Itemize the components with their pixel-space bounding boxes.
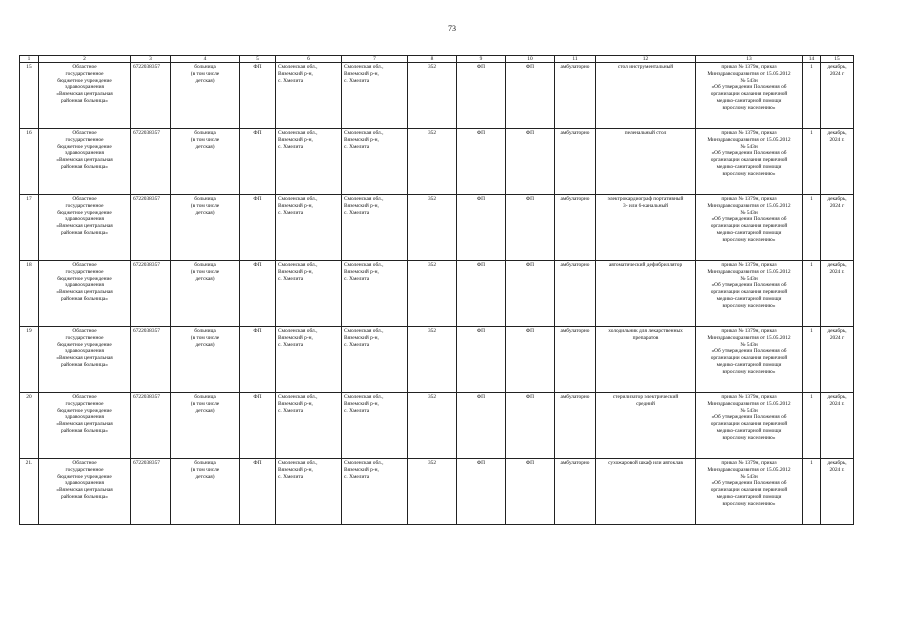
regulation-order: приказ № 1379н, приказ Минздравсоцразвития от 15.05.2012 № 543н «Об утверждении Положения об организации оказания первичной медико-санитарной помощи взрослому населению» (696, 261, 803, 327)
unit-type: ФП (240, 195, 276, 261)
inn-code: 6722038357 (131, 129, 171, 195)
quantity: 1 (803, 459, 821, 525)
address: Смоленская обл., Вяземский р-н, с. Хмелита (276, 63, 342, 129)
row-number: 17 (20, 195, 39, 261)
column-9-value: ФП (457, 459, 506, 525)
unit-type: ФП (240, 459, 276, 525)
location-address: Смоленская обл., Вяземский р-н, с. Хмелита (342, 459, 408, 525)
table-row (20, 393, 854, 459)
care-type: амбулаторно (555, 129, 596, 195)
column-9-value: ФП (457, 327, 506, 393)
column-10-value: ФП (506, 129, 555, 195)
regulation-order: приказ № 1379н, приказ Минздравсоцразвития от 15.05.2012 № 543н «Об утверждении Положения об организации оказания первичной медико-санитарной помощи взрослому населению» (696, 393, 803, 459)
row-number: 19 (20, 327, 39, 393)
care-type: амбулаторно (555, 63, 596, 129)
column-9-value: ФП (457, 393, 506, 459)
address: Смоленская обл., Вяземский р-н, с. Хмелита (276, 327, 342, 393)
column-header-3: 3 (131, 56, 171, 63)
organization-name: Областное государственное бюджетное учреждение здравоохранения «Вяземская центральная районная больница» (39, 129, 131, 195)
facility-type: больница (в том числе детская) (171, 195, 240, 261)
facility-type: больница (в том числе детская) (171, 327, 240, 393)
column-header-12: 12 (596, 56, 696, 63)
address: Смоленская обл., Вяземский р-н, с. Хмелита (276, 261, 342, 327)
facility-type: больница (в том числе детская) (171, 459, 240, 525)
row-number: 16 (20, 129, 39, 195)
column-10-value: ФП (506, 195, 555, 261)
inn-code: 6722038357 (131, 393, 171, 459)
regulation-order: приказ № 1379н, приказ Минздравсоцразвития от 15.05.2012 № 543н «Об утверждении Положения об организации оказания первичной медико-санитарной помощи взрослому населению» (696, 195, 803, 261)
delivery-date: декабрь, 2024 г. (821, 393, 854, 459)
table-row (20, 63, 854, 129)
delivery-date: декабрь, 2024 г (821, 63, 854, 129)
quantity: 1 (803, 327, 821, 393)
column-10-value: ФП (506, 327, 555, 393)
location-address: Смоленская обл., Вяземский р-н, с. Хмелита (342, 129, 408, 195)
page-number: 73 (448, 24, 456, 33)
location-address: Смоленская обл., Вяземский р-н, с. Хмелита (342, 195, 408, 261)
quantity: 1 (803, 261, 821, 327)
organization-name: Областное государственное бюджетное учреждение здравоохранения «Вяземская центральная районная больница» (39, 63, 131, 129)
code-value: 352 (408, 63, 457, 129)
quantity: 1 (803, 63, 821, 129)
delivery-date: декабрь, 2024 г. (821, 261, 854, 327)
column-header-8: 8 (408, 56, 457, 63)
column-header-10: 10 (506, 56, 555, 63)
code-value: 352 (408, 195, 457, 261)
delivery-date: декабрь, 2024 г (821, 327, 854, 393)
column-header-11: 11 (555, 56, 596, 63)
column-10-value: ФП (506, 261, 555, 327)
column-9-value: ФП (457, 261, 506, 327)
delivery-date: декабрь, 2024 г. (821, 129, 854, 195)
inn-code: 6722038357 (131, 261, 171, 327)
quantity: 1 (803, 129, 821, 195)
organization-name: Областное государственное бюджетное учреждение здравоохранения «Вяземская центральная районная больница» (39, 393, 131, 459)
row-number: 21. (20, 459, 39, 525)
unit-type: ФП (240, 129, 276, 195)
facility-type: больница (в том числе детская) (171, 129, 240, 195)
table-body (20, 63, 854, 525)
column-header-1: 1 (20, 56, 39, 63)
column-header-9: 9 (457, 56, 506, 63)
unit-type: ФП (240, 63, 276, 129)
equipment-name: электрокардиограф портативный 3- или 6-канальный (596, 195, 696, 261)
organization-name: Областное государственное бюджетное учреждение здравоохранения «Вяземская центральная районная больница» (39, 261, 131, 327)
care-type: амбулаторно (555, 327, 596, 393)
column-header-5: 5 (240, 56, 276, 63)
code-value: 352 (408, 393, 457, 459)
column-header-6: 6 (276, 56, 342, 63)
equipment-name: автоматический дефибриллятор (596, 261, 696, 327)
column-9-value: ФП (457, 129, 506, 195)
equipment-name: пеленальный стол (596, 129, 696, 195)
row-number: 18 (20, 261, 39, 327)
inn-code: 6722038357 (131, 63, 171, 129)
table-row (20, 327, 854, 393)
care-type: амбулаторно (555, 195, 596, 261)
facility-type: больница (в том числе детская) (171, 393, 240, 459)
column-number-header (20, 56, 854, 63)
column-10-value: ФП (506, 393, 555, 459)
regulation-order: приказ № 1379н, приказ Минздравсоцразвития от 15.05.2012 № 543н «Об утверждении Положения об организации оказания первичной медико-санитарной помощи взрослому населению» (696, 129, 803, 195)
quantity: 1 (803, 195, 821, 261)
unit-type: ФП (240, 393, 276, 459)
address: Смоленская обл., Вяземский р-н, с. Хмелита (276, 459, 342, 525)
care-type: амбулаторно (555, 261, 596, 327)
organization-name: Областное государственное бюджетное учреждение здравоохранения «Вяземская центральная районная больница» (39, 195, 131, 261)
delivery-date: декабрь, 2024 г (821, 195, 854, 261)
code-value: 352 (408, 129, 457, 195)
location-address: Смоленская обл., Вяземский р-н, с. Хмелита (342, 327, 408, 393)
column-header-2: 2 (39, 56, 131, 63)
table-row (20, 459, 854, 525)
address: Смоленская обл., Вяземский р-н, с. Хмелита (276, 129, 342, 195)
table-row (20, 129, 854, 195)
organization-name: Областное государственное бюджетное учреждение здравоохранения «Вяземская центральная районная больница» (39, 327, 131, 393)
location-address: Смоленская обл., Вяземский р-н, с. Хмелита (342, 261, 408, 327)
table-row (20, 261, 854, 327)
unit-type: ФП (240, 327, 276, 393)
address: Смоленская обл., Вяземский р-н, с. Хмелита (276, 393, 342, 459)
unit-type: ФП (240, 261, 276, 327)
quantity: 1 (803, 393, 821, 459)
location-address: Смоленская обл., Вяземский р-н, с. Хмелита (342, 63, 408, 129)
facility-type: больница (в том числе детская) (171, 63, 240, 129)
row-number: 15 (20, 63, 39, 129)
organization-name: Областное государственное бюджетное учреждение здравоохранения «Вяземская центральная районная больница» (39, 459, 131, 525)
care-type: амбулаторно (555, 459, 596, 525)
equipment-table (19, 55, 854, 525)
inn-code: 6722038357 (131, 327, 171, 393)
column-10-value: ФП (506, 63, 555, 129)
address: Смоленская обл., Вяземский р-н, с. Хмелита (276, 195, 342, 261)
column-header-15: 15 (821, 56, 854, 63)
column-9-value: ФП (457, 63, 506, 129)
location-address: Смоленская обл., Вяземский р-н, с. Хмелита (342, 393, 408, 459)
facility-type: больница (в том числе детская) (171, 261, 240, 327)
equipment-name: стол инструментальный (596, 63, 696, 129)
column-10-value: ФП (506, 459, 555, 525)
column-9-value: ФП (457, 195, 506, 261)
code-value: 352 (408, 261, 457, 327)
delivery-date: декабрь, 2024 г. (821, 459, 854, 525)
column-header-14: 14 (803, 56, 821, 63)
care-type: амбулаторно (555, 393, 596, 459)
column-header-7: 7 (342, 56, 408, 63)
code-value: 352 (408, 327, 457, 393)
column-header-13: 13 (696, 56, 803, 63)
inn-code: 6722038357 (131, 195, 171, 261)
inn-code: 6722038357 (131, 459, 171, 525)
equipment-name: стерилизатор электрический средний (596, 393, 696, 459)
equipment-name: холодильник для лекарственных препаратов (596, 327, 696, 393)
column-header-4: 4 (171, 56, 240, 63)
regulation-order: приказ № 1379н, приказ Минздравсоцразвития от 15.05.2012 № 543н «Об утверждении Положения об организации оказания первичной медико-санитарной помощи взрослому населению» (696, 327, 803, 393)
regulation-order: приказ № 1379н, приказ Минздравсоцразвития от 15.05.2012 № 543н «Об утверждении Положения об организации оказания первичной медико-санитарной помощи взрослому населению» (696, 63, 803, 129)
equipment-name: сухожаровой шкаф или автоклав (596, 459, 696, 525)
regulation-order: приказ № 1379н, приказ Минздравсоцразвития от 15.05.2012 № 543н «Об утверждении Положения об организации оказания первичной медико-санитарной помощи взрослому населению» (696, 459, 803, 525)
code-value: 352 (408, 459, 457, 525)
table-row (20, 195, 854, 261)
row-number: 20 (20, 393, 39, 459)
